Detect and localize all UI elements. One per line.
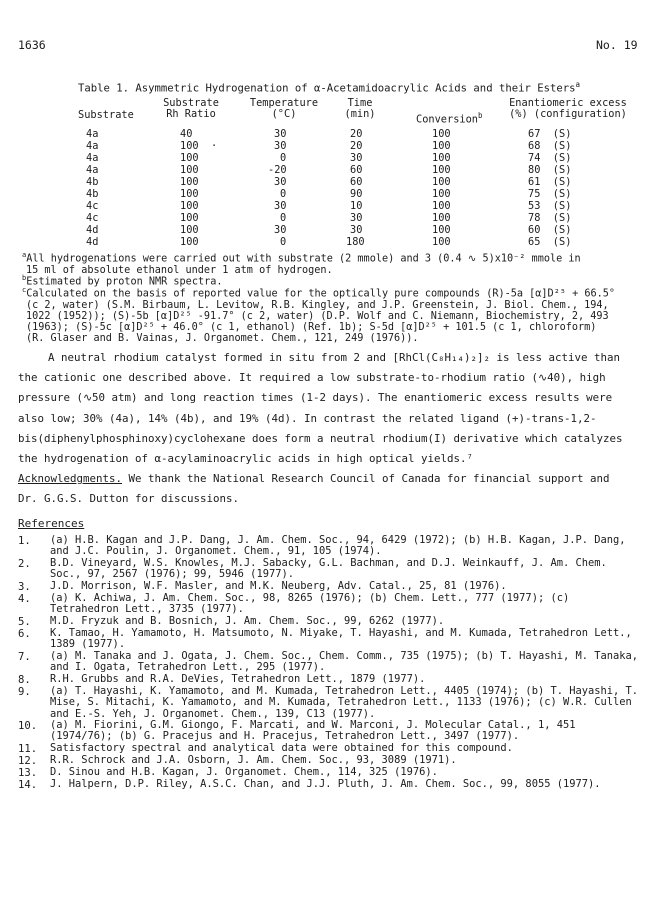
footnote-a-line1 (22, 250, 581, 265)
table-row (0, 212, 672, 224)
footnote-c-line2: (c 2, water) (S.M. Birbaum, L. Levitow, R.B. Kingley, and J.P. Greenstein, J. Biol. Chem., 194, (26, 299, 609, 311)
cell-temperature: 0 (280, 188, 287, 200)
cell-time: 30 (350, 152, 363, 164)
cell-substrate: 4a (86, 152, 99, 164)
reference-number: 3. (18, 581, 31, 593)
cell-temperature: 30 (274, 176, 287, 188)
table-row (0, 236, 672, 248)
reference-number: 12. (18, 755, 38, 767)
col-header-ee (498, 98, 638, 120)
col-header-time-line2: (min) (344, 108, 376, 120)
col-header-conversion-text: Conversion (416, 113, 478, 126)
cell-ee: 78 (S) (528, 212, 572, 224)
reference-text: R.H. Grubbs and R.A. DeVies, Tetrahedron Lett., 1879 (1977). (50, 673, 426, 685)
cell-conversion: 100 (432, 164, 451, 176)
cell-conversion: 100 (432, 128, 451, 140)
cell-conversion: 100 (432, 188, 451, 200)
reference-number: 13. (18, 767, 38, 779)
col-header-temperature-line2: (°C) (271, 108, 297, 120)
references-heading: References (18, 517, 85, 530)
reference-text: R.R. Schrock and J.A. Osborn, J. Am. Chem. Soc., 93, 3089 (1971). (50, 754, 457, 766)
reference-text: (a) M. Tanaka and J. Ogata, J. Chem. Soc., Chem. Comm., 735 (1975); (b) T. Hayashi, M. Tanaka, and I. Ogata, Tetrahedron Lett., 295 (1977). (50, 650, 639, 674)
body-line: the hydrogenation of α-acylaminoacrylic acids in high optical yields.⁷ (18, 452, 474, 466)
cell-substrate: 4a (86, 164, 99, 176)
cell-ratio: 100 (180, 176, 199, 188)
cell-conversion: 100 (432, 200, 451, 212)
cell-ratio: 40 (180, 128, 193, 140)
reference-text: M.D. Fryzuk and B. Bosnich, J. Am. Chem. Soc., 99, 6262 (1977). (50, 615, 445, 627)
footnote-mark-a: a (22, 251, 27, 259)
footnote-c-line4: (1963); (S)-5c [α]D²⁵ + 46.0° (c 1, ethanol) (Ref. 1b); S-5d [α]D²⁵ + 101.5 (c 1, chloroform) (26, 322, 597, 333)
reference-number: 14. (18, 779, 38, 791)
reference-number: 7. (18, 651, 31, 663)
acknowledgments-line2: Dr. G.G.S. Dutton for discussions. (18, 492, 240, 506)
cell-ee: 74 (S) (528, 152, 572, 164)
cell-time: 30 (350, 224, 363, 236)
acknowledgments-label: Acknowledgments. (18, 472, 123, 486)
table-title-footnote-mark: a (575, 80, 580, 89)
reference-number: 8. (18, 674, 31, 686)
table-row (0, 200, 672, 212)
cell-conversion: 100 (432, 224, 451, 236)
cell-time: 20 (350, 140, 363, 152)
col-header-ee-line2: (%) (configuration) (509, 108, 627, 120)
table-row (0, 188, 672, 200)
cell-time: 20 (350, 128, 363, 140)
footnote-a-line1-text: All hydrogenations were carried out with substrate (2 mmole) and 3 (0.4 ∿ 5)x10⁻² mmole in (26, 253, 581, 265)
reference-text: B.D. Vineyard, W.S. Knowles, M.J. Sabacky, G.L. Bachman, and D.J. Weinkauff, J. Am. Chem. Soc., 97, 2567 (1976); 99, 5946 (1977). (50, 557, 607, 581)
cell-conversion: 100 (432, 212, 451, 224)
cell-ee: 53 (S) (528, 200, 572, 212)
table-title-text: Table 1. Asymmetric Hydrogenation of α-Acetamidoacrylic Acids and their Esters (78, 82, 576, 95)
cell-conversion: 100 (432, 152, 451, 164)
reference-text: J. Halpern, D.P. Riley, A.S.C. Chan, and J.J. Pluth, J. Am. Chem. Soc., 99, 8055 (1977). (50, 778, 601, 790)
table-row (0, 176, 672, 188)
cell-substrate: 4c (86, 212, 99, 224)
cell-ratio: 100 (180, 164, 199, 176)
body-paragraph (18, 348, 623, 510)
cell-ratio: 100 · (180, 140, 218, 152)
table-row (0, 164, 672, 176)
table-row (0, 224, 672, 236)
reference-number: 6. (18, 628, 31, 640)
cell-time: 180 (346, 236, 365, 248)
reference-number: 9. (18, 686, 31, 698)
cell-temperature: 30 (274, 200, 287, 212)
reference-number: 2. (18, 558, 31, 570)
col-header-temperature (244, 98, 324, 120)
cell-ratio: 100 (180, 224, 199, 236)
table-title (78, 80, 580, 95)
cell-substrate: 4b (86, 188, 99, 200)
cell-ratio: 100 (180, 188, 199, 200)
acknowledgments-text: We thank the National Research Council of Canada for financial support and (122, 472, 610, 486)
footnote-a (22, 250, 581, 276)
col-header-ratio-line2: Rh Ratio (166, 108, 216, 120)
cell-time: 60 (350, 164, 363, 176)
cell-ee: 68 (S) (528, 140, 572, 152)
cell-ee: 61 (S) (528, 176, 572, 188)
cell-temperature: 30 (274, 128, 287, 140)
acknowledgments (18, 469, 623, 489)
footnote-c-line1-text: Calculated on the basis of reported value for the optically pure compounds (R)-5a [α]D²⁵ + 66.5° (26, 288, 616, 300)
col-header-conversion (416, 110, 483, 125)
reference-text: (a) T. Hayashi, K. Yamamoto, and M. Kumada, Tetrahedron Lett., 4405 (1974); (b) T. Hayashi, T. Mise, S. Mitachi, K. Yamamoto, and M. Kumada, Tetrahedron Lett., 1133 (1976); (c) W.R. Cullen and E.-S. Yeh, J. Organomet. Chem., 139, C13 (1977). (50, 685, 639, 720)
cell-time: 10 (350, 200, 363, 212)
col-header-conversion-mark: b (478, 111, 483, 120)
col-header-time (340, 98, 380, 120)
col-header-ee-line1: Enantiomeric excess (509, 97, 627, 109)
col-header-temperature-line1: Temperature (249, 97, 319, 109)
cell-substrate: 4a (86, 140, 99, 152)
body-line: pressure (∿50 atm) and long reaction times (1-2 days). The enantiomeric excess results were (18, 391, 613, 405)
footnote-c-line1 (22, 285, 615, 300)
footnote-b-text: Estimated by proton NMR spectra. (26, 276, 223, 288)
cell-ratio: 100 (180, 212, 199, 224)
footnote-a-line2: 15 ml of absolute ethanol under 1 atm of hydrogen. (26, 264, 333, 276)
cell-time: 30 (350, 212, 363, 224)
cell-temperature: -20 (268, 164, 287, 176)
footnote-c (22, 285, 615, 344)
body-line: bis(diphenylphosphinoxy)cyclohexane does form a neutral rhodium(I) derivative which catalyzes (18, 431, 623, 445)
col-header-time-line1: Time (347, 97, 373, 109)
cell-conversion: 100 (432, 236, 451, 248)
page-number: 1636 (18, 38, 46, 52)
reference-number: 1. (18, 535, 31, 547)
cell-time: 90 (350, 188, 363, 200)
footnote-c-line3: 1022 (1952)); (S)-5b [α]D²⁵ -91.7° (c 2, water) (D.P. Wolf and C. Niemann, Biochemistry, 2, 493 (26, 310, 609, 322)
reference-number: 10. (18, 720, 38, 732)
cell-substrate: 4d (86, 224, 99, 236)
cell-time: 60 (350, 176, 363, 188)
cell-temperature: 30 (274, 224, 287, 236)
cell-ee: 60 (S) (528, 224, 572, 236)
reference-text: K. Tamao, H. Yamamoto, H. Matsumoto, N. Miyake, T. Hayashi, and M. Kumada, Tetrahedron Lett., 1389 (1977). (50, 627, 632, 651)
reference-text: (a) H.B. Kagan and J.P. Dang, J. Am. Chem. Soc., 94, 6429 (1972); (b) H.B. Kagan, J.P. Dang, and J.C. Poulin, J. Organomet. Chem., 91, 105 (1974). (50, 534, 626, 558)
cell-ratio: 100 (180, 236, 199, 248)
table-row (0, 128, 672, 140)
col-header-substrate: Substrate (78, 109, 134, 121)
reference-text: Satisfactory spectral and analytical data were obtained for this compound. (50, 742, 513, 754)
reference-number: 4. (18, 593, 31, 605)
cell-ee: 80 (S) (528, 164, 572, 176)
cell-temperature: 30 (274, 140, 287, 152)
cell-ee: 65 (S) (528, 236, 572, 248)
cell-ee: 67 (S) (528, 128, 572, 140)
table-row (0, 152, 672, 164)
cell-substrate: 4d (86, 236, 99, 248)
cell-ee: 75 (S) (528, 188, 572, 200)
col-header-ratio-line1: Substrate (163, 97, 219, 109)
table-row (0, 140, 672, 152)
reference-text: D. Sinou and H.B. Kagan, J. Organomet. Chem., 114, 325 (1976). (50, 766, 438, 778)
cell-ratio: 100 (180, 200, 199, 212)
reference-number: 11. (18, 743, 38, 755)
cell-conversion: 100 (432, 140, 451, 152)
cell-ratio: 100 (180, 152, 199, 164)
reference-text: (a) M. Fiorini, G.M. Giongo, F. Marcati, and W. Marconi, J. Molecular Catal., 1, 451 (1974/76); (b) G. Pracejus and H. Pracejus, Tetrahedron Lett., 3497 (1977). (50, 719, 576, 743)
reference-text: J.D. Morrison, W.F. Masler, and M.K. Neuberg, Adv. Catal., 25, 81 (1976). (50, 580, 507, 592)
reference-text: (a) K. Achiwa, J. Am. Chem. Soc., 98, 8265 (1976); (b) Chem. Lett., 777 (1977); (c) Tetrahedron Lett., 3735 (1977). (50, 592, 570, 616)
footnote-mark-b: b (22, 274, 27, 282)
cell-substrate: 4a (86, 128, 99, 140)
issue-number: No. 19 (596, 38, 638, 52)
body-line: the cationic one described above. It required a low substrate-to-rhodium ratio (∿40), high (18, 371, 606, 385)
footnote-mark-c: c (22, 286, 27, 294)
cell-temperature: 0 (280, 236, 287, 248)
cell-temperature: 0 (280, 152, 287, 164)
cell-temperature: 0 (280, 212, 287, 224)
cell-substrate: 4c (86, 200, 99, 212)
body-line: also low; 30% (4a), 14% (4b), and 19% (4d). In contrast the related ligand (+)-trans-1,2- (18, 411, 597, 425)
footnote-c-line5: (R. Glaser and B. Vainas, J. Organomet. Chem., 121, 249 (1976)). (26, 333, 419, 345)
col-header-ratio (156, 98, 226, 120)
cell-conversion: 100 (432, 176, 451, 188)
cell-substrate: 4b (86, 176, 99, 188)
reference-number: 5. (18, 616, 31, 628)
body-line: A neutral rhodium catalyst formed in situ from 2 and [RhCl(C₈H₁₄)₂]₂ is less active than (48, 351, 621, 364)
